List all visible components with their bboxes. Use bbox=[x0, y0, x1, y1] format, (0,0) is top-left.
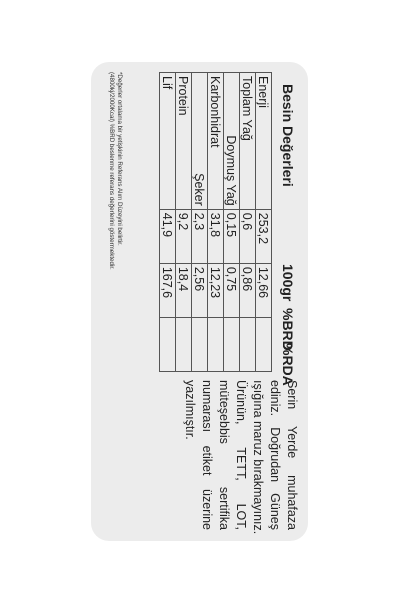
row-value-100gr: 2,3 bbox=[192, 209, 208, 263]
table-row bbox=[208, 73, 224, 372]
row-value-100gr: 9,2 bbox=[176, 209, 192, 263]
word: numarası bbox=[200, 380, 214, 433]
text-line bbox=[181, 380, 198, 530]
row-value-100gr: 0,15 bbox=[224, 209, 240, 263]
word: ışığına maruz bırakmayınız. bbox=[251, 380, 265, 535]
word: müteşebbis bbox=[217, 380, 231, 444]
table-row bbox=[192, 73, 208, 372]
table-header bbox=[276, 78, 300, 386]
column-brd: %BRD bbox=[280, 308, 296, 351]
label-title: Besin Değerleri bbox=[280, 84, 296, 187]
row-name: Doymuş Yağ bbox=[224, 73, 240, 210]
row-value-brd: 2,56 bbox=[192, 263, 208, 317]
table-row bbox=[256, 73, 272, 372]
row-value-brd: 12,66 bbox=[256, 263, 272, 317]
footnote-line: *Değerler ortalama bir yetişkinin Referans Alım Düzeyini belirtir. bbox=[116, 72, 123, 246]
row-value-brd: 12,23 bbox=[208, 263, 224, 317]
text-line bbox=[198, 380, 215, 530]
table-row bbox=[176, 73, 192, 372]
row-name: Enerji bbox=[256, 73, 272, 210]
row-value-rda bbox=[224, 317, 240, 371]
text-line bbox=[283, 380, 300, 530]
row-value-brd: 167,6 bbox=[160, 263, 176, 317]
row-value-100gr: 0,6 bbox=[240, 209, 256, 263]
row-value-100gr: 41,9 bbox=[160, 209, 176, 263]
word: sertifika bbox=[217, 486, 231, 530]
text-line bbox=[232, 380, 249, 530]
nutrition-label-content bbox=[91, 62, 308, 541]
storage-instructions bbox=[181, 380, 300, 535]
word: muhafaza bbox=[285, 475, 299, 530]
footnote-line: (4800kj/2000Kcal) %BRD beslenme referans değerlerini göstermektedir. bbox=[108, 72, 115, 270]
table-row bbox=[240, 73, 256, 372]
footnote bbox=[107, 72, 123, 372]
row-value-rda bbox=[256, 317, 272, 371]
column-rda: %RDA bbox=[280, 343, 296, 386]
row-value-rda bbox=[160, 317, 176, 371]
row-value-brd: 18,4 bbox=[176, 263, 192, 317]
word: ediniz. bbox=[268, 380, 282, 417]
row-name: Protein bbox=[176, 73, 192, 210]
word: yazılmıştır. bbox=[183, 380, 197, 440]
text-line bbox=[266, 380, 283, 530]
table-row bbox=[160, 73, 176, 372]
row-value-100gr: 31,8 bbox=[208, 209, 224, 263]
word: Güneş bbox=[268, 493, 282, 530]
row-value-brd: 0,86 bbox=[240, 263, 256, 317]
nutrition-table bbox=[159, 72, 272, 372]
row-value-rda bbox=[192, 317, 208, 371]
word: TETT, bbox=[234, 447, 248, 481]
text-line bbox=[249, 380, 266, 535]
word: etiket bbox=[200, 445, 214, 476]
column-100gr: 100gr bbox=[280, 264, 296, 302]
row-name: Toplam Yağ bbox=[240, 73, 256, 210]
row-name: Karbonhidrat bbox=[208, 73, 224, 210]
row-name: Şeker bbox=[192, 73, 208, 210]
row-value-100gr: 253,2 bbox=[256, 209, 272, 263]
word: LOT, bbox=[234, 503, 248, 530]
row-value-rda bbox=[240, 317, 256, 371]
text-line bbox=[215, 380, 232, 530]
row-value-brd: 0,75 bbox=[224, 263, 240, 317]
word: Serin bbox=[285, 380, 299, 410]
word: Ürünün, bbox=[234, 380, 248, 425]
word: Yerde bbox=[285, 426, 299, 459]
row-value-rda bbox=[208, 317, 224, 371]
row-value-rda bbox=[176, 317, 192, 371]
word: üzerine bbox=[200, 489, 214, 530]
row-name: Lif bbox=[160, 73, 176, 210]
table-row bbox=[224, 73, 240, 372]
word: Doğrudan bbox=[268, 427, 282, 483]
